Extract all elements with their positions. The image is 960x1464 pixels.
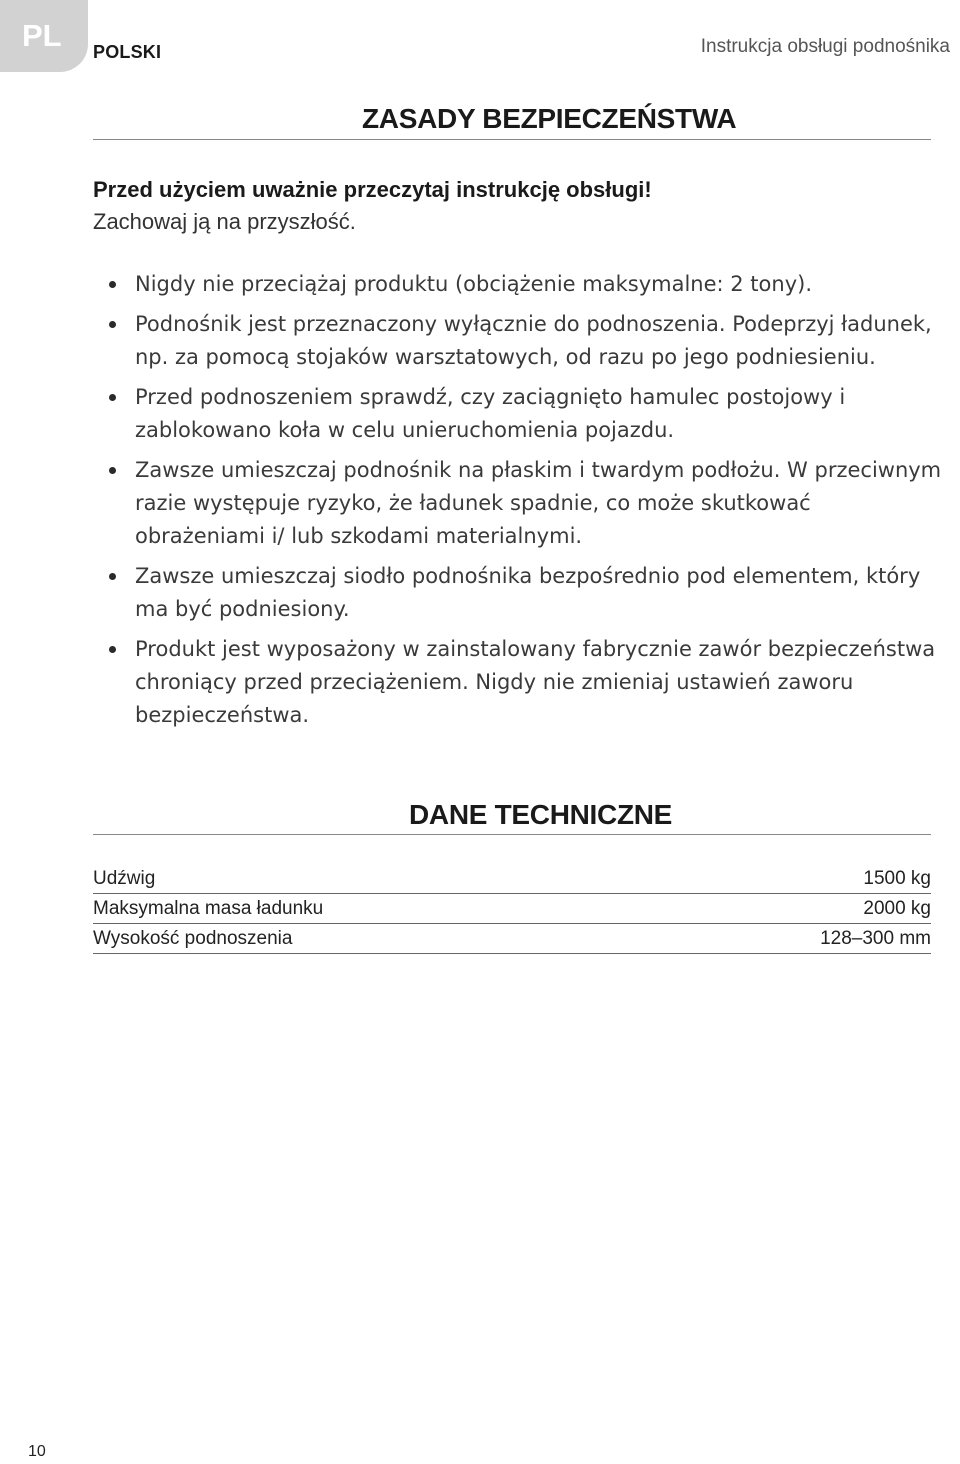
spec-label: Maksymalna masa ładunku	[93, 894, 659, 924]
table-row	[93, 864, 931, 894]
table-row	[93, 924, 931, 954]
list-item-text: Nigdy nie przeciążaj produktu (obciążenie maksymalne: 2 tony).	[135, 272, 812, 296]
list-item	[135, 268, 945, 301]
spec-label: Wysokość podnoszenia	[93, 924, 659, 954]
language-tab: PL	[0, 0, 88, 72]
bullet-icon	[109, 573, 116, 580]
safety-intro-normal: Zachowaj ją na przyszłość.	[93, 209, 356, 234]
page-number: 10	[28, 1443, 46, 1460]
table-row	[93, 894, 931, 924]
tech-heading: DANE TECHNICZNE	[409, 799, 673, 830]
list-item-text: Podnośnik jest przeznaczony wyłącznie do podnoszenia. Podeprzyj ładunek, np. za pomocą stojaków warsztatowych, od razu po jego podniesieniu.	[135, 312, 932, 369]
list-item	[135, 308, 945, 374]
list-item-text: Zawsze umieszczaj podnośnik na płaskim i twardym podłożu. W przeciwnym razie występuje ryzyko, że ładunek spadnie, co może skutkować obrażeniami i/ lub szkodami materialnymi.	[135, 458, 942, 548]
safety-divider	[93, 139, 931, 140]
list-item-text: Przed podnoszeniem sprawdź, czy zaciągnięto hamulec postojowy i zablokowano koła w celu unieruchomienia pojazdu.	[135, 385, 846, 442]
spec-table	[93, 864, 931, 954]
bullet-icon	[109, 394, 116, 401]
list-item-text: Zawsze umieszczaj siodło podnośnika bezpośrednio pod elementem, który ma być podniesiony.	[135, 564, 921, 621]
bullet-icon	[109, 646, 116, 653]
list-item	[135, 454, 945, 553]
spec-label: Udźwig	[93, 864, 659, 894]
spec-value: 1500 kg	[659, 864, 931, 894]
list-item	[135, 560, 945, 626]
safety-rules-list	[135, 268, 945, 739]
safety-heading: ZASADY BEZPIECZEŃSTWA	[362, 103, 737, 134]
bullet-icon	[109, 467, 116, 474]
bullet-icon	[109, 321, 116, 328]
list-item	[135, 381, 945, 447]
list-item-text: Produkt jest wyposażony w zainstalowany fabrycznie zawór bezpieczeństwa chroniący przed przeciążeniem. Nigdy nie zmieniaj ustawień zaworu bezpieczeństwa.	[135, 637, 936, 727]
language-name: POLSKI	[93, 42, 162, 62]
bullet-icon	[109, 281, 116, 288]
tech-divider	[93, 834, 931, 835]
safety-intro-bold: Przed użyciem uważnie przeczytaj instrukcję obsługi!	[93, 177, 652, 202]
list-item	[135, 633, 945, 732]
document-title: Instrukcja obsługi podnośnika	[700, 36, 950, 57]
spec-value: 2000 kg	[659, 894, 931, 924]
spec-value: 128–300 mm	[659, 924, 931, 954]
